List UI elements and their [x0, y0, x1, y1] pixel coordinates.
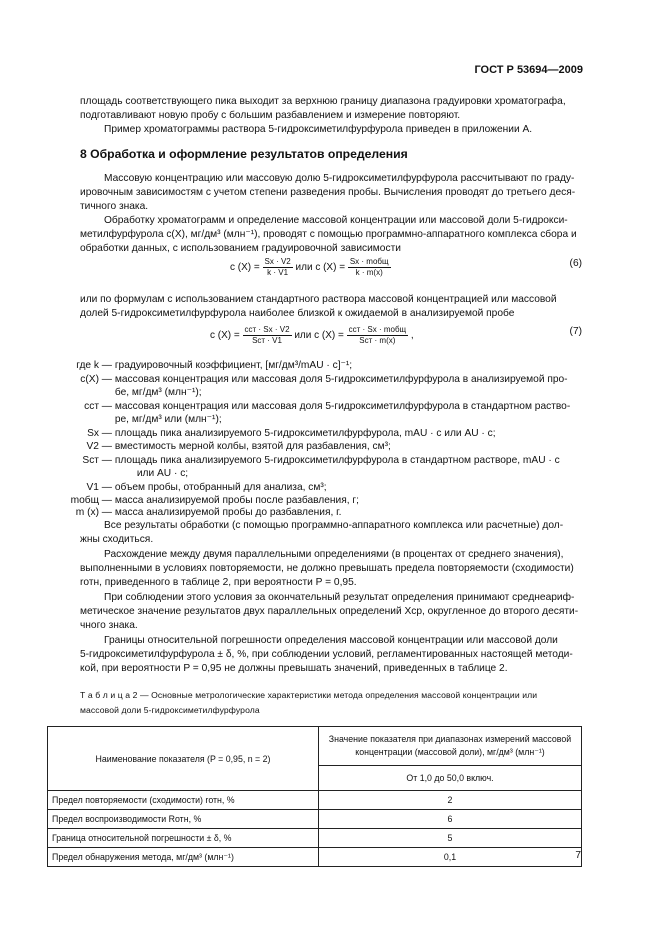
paragraph-line: Обработку хроматограмм и определение массовой концентрации или массовой доли 5-гидрокси-	[104, 215, 568, 226]
legend-entry	[70, 467, 188, 481]
legend-symbol: c(X) —	[80, 374, 112, 385]
legend-text: масса анализируемой пробы до разбавления, г.	[114, 507, 342, 518]
legend-text: или AU · с;	[136, 468, 189, 479]
legend-text: масса анализируемой пробы после разбавления, г;	[114, 495, 359, 506]
formula-mid: или c (X) =	[294, 330, 344, 342]
legend-entry	[48, 427, 496, 441]
legend-symbol: Sx —	[87, 428, 112, 439]
legend-entry	[48, 359, 352, 373]
table-cell: 0,1	[319, 848, 582, 867]
legend-symbol: V1 —	[86, 482, 112, 493]
standard-header: ГОСТ Р 53694—2009	[474, 64, 583, 76]
table-cell: Предел воспроизводимости Rотн, %	[48, 810, 319, 829]
formula-7	[210, 325, 414, 346]
legend-symbol: где k —	[76, 360, 112, 371]
legend-text: ре, мг/дм³ или (млн⁻¹);	[114, 414, 222, 425]
legend-entry	[48, 373, 568, 387]
table-header-row	[48, 727, 582, 766]
table-cell: Граница относительной погрешности ± δ, %	[48, 829, 319, 848]
legend-entry	[48, 386, 202, 400]
intro-line: подготавливают новую пробу с большим разбавлением и измерение повторяют.	[80, 110, 461, 121]
legend-symbol: V2 —	[86, 441, 112, 452]
formula-tail: ,	[410, 330, 414, 342]
metrology-table	[47, 726, 582, 867]
legend-symbol: mобщ —	[70, 495, 112, 506]
table-row	[48, 791, 582, 810]
paragraph-line: Границы относительной погрешности определения массовой концентрации или массовой доли	[104, 635, 558, 646]
fraction	[348, 257, 391, 278]
fraction-numerator: cст · Sx · mобщ	[348, 325, 407, 334]
paragraph-line: метическое значение результатов двух параллельных определений Xср, округленное до второго десяти-	[80, 606, 579, 617]
table-header-cell: От 1,0 до 50,0 включ.	[319, 766, 582, 791]
fraction-numerator: Sx · mобщ	[349, 257, 389, 266]
paragraph-line: Все результаты обработки (с помощью программно-аппаратного комплекса или расчетные) дол-	[104, 520, 564, 531]
legend-entry	[48, 440, 391, 454]
formula-lhs: c (X) =	[210, 330, 240, 342]
paragraph-line: тичного знака.	[80, 201, 149, 212]
table-row	[48, 829, 582, 848]
paragraph-line: выполненными в условиях повторяемости, не должно превышать предела повторяемости (сходимости)	[80, 563, 574, 574]
paragraph-line: или по формулам с использованием стандартного раствора массовой концентрацией или массовой	[80, 294, 557, 305]
table-caption: массовой доли 5-гидроксиметилфурфурола	[80, 705, 260, 715]
formula-lhs: c (X) =	[230, 262, 260, 274]
legend-entry	[48, 400, 570, 414]
legend-text: градуировочный коэффициент, [мг/дм³/mAU · с]⁻¹;	[114, 360, 353, 371]
intro-line: площадь соответствующего пика выходит за верхнюю границу диапазона градуировки хроматографа,	[80, 96, 566, 107]
paragraph-line: ировочным зависимостям с учетом степени разведения пробы. Вычисления проводят до третьего деся-	[80, 187, 576, 198]
legend-text: бе, мг/дм³ (млн⁻¹);	[114, 387, 202, 398]
legend-symbol: Sст —	[82, 455, 112, 466]
fraction-denominator: k · m(x)	[355, 268, 383, 277]
fraction	[263, 257, 293, 278]
legend-text: площадь пика анализируемого 5-гидроксиметилфурфурола в стандартном растворе, mAU · с	[114, 455, 560, 466]
table-cell: Предел обнаружения метода, мг/дм³ (млн⁻¹)	[48, 848, 319, 867]
formula-6	[230, 257, 391, 278]
fraction-denominator: Sст · m(x)	[359, 336, 396, 345]
legend-entry	[48, 506, 341, 520]
paragraph-line: чного знака.	[80, 620, 138, 631]
formula-mid: или c (X) =	[295, 262, 346, 274]
table-row	[48, 810, 582, 829]
table-row	[48, 848, 582, 867]
legend-symbol: m (x) —	[75, 507, 112, 518]
paragraph-line: При соблюдении этого условия за окончательный результат определения принимают среднеариф-	[104, 592, 575, 603]
equation-number: (6)	[569, 258, 582, 269]
legend-entry	[48, 481, 327, 495]
table-header-cell: Значение показателя при диапазонах измерений массовой концентрации (массовой доли), мг/дм³ (млн⁻¹)	[319, 727, 582, 766]
fraction	[347, 325, 409, 346]
paragraph-line: 5-гидроксиметилфурфурола ± δ, %, при соблюдении условий, регламентированных настоящей методи-	[80, 649, 573, 660]
paragraph-line: кой, при вероятности P = 0,95 не должны превышать значений, приведенных в таблице 2.	[80, 663, 508, 674]
table-caption: Т а б л и ц а 2 — Основные метрологические характеристики метода определения массовой концентрации или	[80, 690, 538, 700]
fraction-denominator: Sст · V1	[252, 336, 282, 345]
legend-entry	[48, 454, 560, 468]
fraction-denominator: k · V1	[267, 268, 289, 277]
equation-number: (7)	[569, 326, 582, 337]
paragraph-line: Расхождение между двумя параллельными определениями (в процентах от среднего значения),	[104, 549, 564, 560]
section-title: 8 Обработка и оформление результатов определения	[80, 147, 408, 161]
fraction-numerator: Sx · V2	[264, 257, 291, 266]
paragraph-line: обработки данных, с использованием градуировочной зависимости	[80, 243, 401, 254]
fraction-numerator: cст · Sx · V2	[244, 325, 290, 334]
page-number: 7	[575, 850, 581, 861]
table-cell: Предел повторяемости (сходимости) rотн, %	[48, 791, 319, 810]
table-header-cell: Наименование показателя (P = 0,95, n = 2)	[48, 727, 319, 791]
paragraph-line: rотн, приведенного в таблице 2, при вероятности P = 0,95.	[80, 577, 357, 588]
table-cell: 6	[319, 810, 582, 829]
paragraph-line: Массовую концентрацию или массовую долю 5-гидроксиметилфурфурола рассчитывают по граду-	[104, 173, 575, 184]
paragraph-line: жны сходиться.	[80, 534, 154, 545]
legend-text: объем пробы, отобранный для анализа, см³;	[114, 482, 327, 493]
legend-text: площадь пика анализируемого 5-гидроксиметилфурфурола, mAU · с или AU · с;	[114, 428, 496, 439]
paragraph-line: метилфурфурола c(X), мг/дм³ (млн⁻¹), проводят с помощью программно-аппаратного комплекса сбора и	[80, 229, 577, 240]
legend-text: массовая концентрация или массовая доля 5-гидроксиметилфурфурола в стандартном раство-	[114, 401, 571, 412]
intro-line: Пример хроматограммы раствора 5-гидроксиметилфурфурола приведен в приложении А.	[104, 124, 533, 135]
legend-text: вместимость мерной колбы, взятой для разбавления, см³;	[114, 441, 391, 452]
legend-text: массовая концентрация или массовая доля 5-гидроксиметилфурфурола в анализируемой про-	[114, 374, 568, 385]
paragraph-line: долей 5-гидроксиметилфурфурола наиболее близкой к ожидаемой в анализируемой пробе	[80, 308, 515, 319]
table-cell: 5	[319, 829, 582, 848]
fraction	[243, 325, 292, 346]
legend-symbol: cст —	[84, 401, 112, 412]
legend-entry	[48, 413, 222, 427]
table-cell: 2	[319, 791, 582, 810]
